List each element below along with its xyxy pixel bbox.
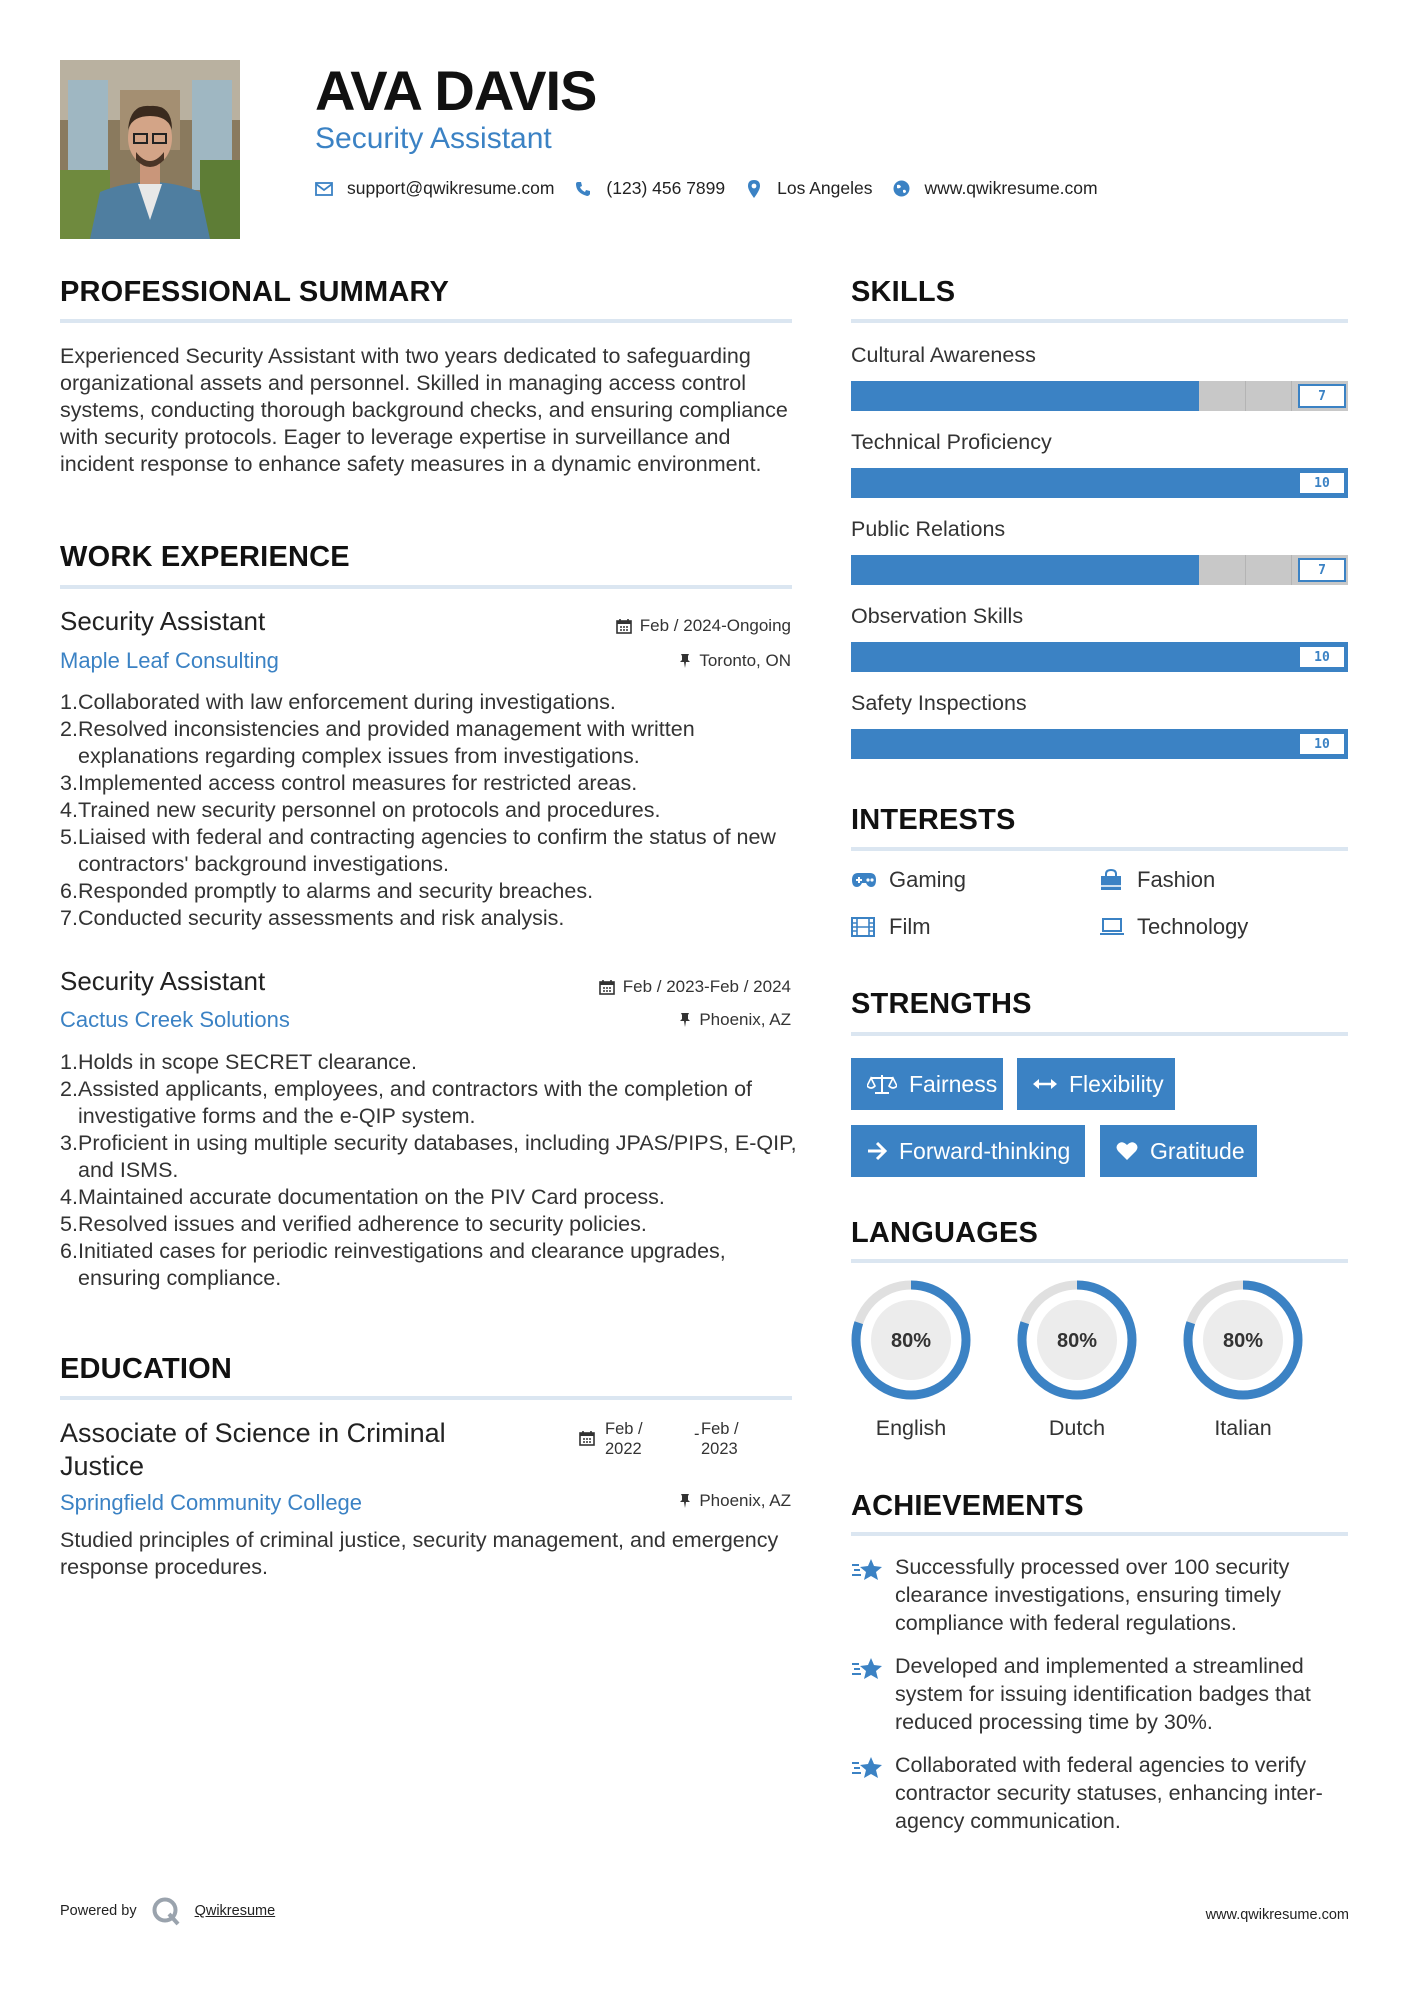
skill-bar [851,642,1348,672]
list-item: 5. Liaised with federal and contracting agencies to confirm the status of new contractors' background investigations. [60,825,776,876]
company-name[interactable]: Maple Leaf Consulting [60,648,279,673]
list-item: 2. Resolved inconsistencies and provided management with written explanations regarding complex issues from investigations. [60,717,695,768]
job-responsibilities [60,1049,800,1292]
language-item [1181,1278,1305,1441]
skill-bar [851,381,1348,411]
pin-icon [679,653,691,669]
languages-heading: LANGUAGES [851,1217,1039,1249]
skill-bar [851,729,1348,759]
interest-technology [1099,914,1248,940]
skill-value: 7 [1298,384,1346,408]
achievements-heading: ACHIEVEMENTS [851,1490,1084,1522]
calendar-icon [616,618,632,634]
strength-gratitude [1100,1125,1257,1177]
language-item [849,1278,973,1441]
website-text: www.qwikresume.com [924,178,1098,198]
education-start-date: Feb / 2022 [605,1420,643,1458]
phone-icon [574,180,592,198]
pin-icon [679,1012,691,1028]
strength-label: Gratitude [1150,1137,1245,1164]
shooting-star-icon [851,1553,895,1637]
skill-label: Observation Skills [851,604,1024,628]
interest-label: Fashion [1137,867,1216,892]
experience-heading: WORK EXPERIENCE [60,541,350,573]
candidate-name: AVA DAVIS [315,59,597,122]
film-icon [851,917,877,937]
list-item: 1. Collaborated with law enforcement during investigations. [60,690,616,714]
shooting-star-icon [851,1652,895,1736]
education-heading: EDUCATION [60,1353,233,1385]
achievements-divider [851,1532,1348,1536]
education-end-date: Feb / 2023 [701,1420,739,1458]
language-ring [1181,1278,1305,1402]
shooting-star-icon [851,1751,895,1835]
shopping-bag-icon [1099,869,1125,891]
interest-label: Film [889,914,931,939]
skill-segment-divider [1245,381,1246,411]
skill-value: 10 [1298,645,1346,669]
qwikresume-logo-icon [151,1896,181,1926]
list-item: 4. Maintained accurate documentation on the PIV Card process. [60,1185,665,1209]
job-date [616,616,791,636]
languages-divider [851,1259,1348,1263]
balance-scale-icon [867,1073,897,1095]
company-name[interactable]: Cactus Creek Solutions [60,1007,290,1032]
language-percent: 80% [1056,1330,1098,1352]
achievement-text: Successfully processed over 100 security clearance investigations, ensuring timely compliance with federal regulations. [895,1555,1290,1635]
contact-bar [315,178,1118,199]
contact-location [745,178,872,199]
degree-title: Associate of Science in Criminal Justice [60,1418,446,1481]
education-location [679,1491,791,1511]
job-location-text: Phoenix, AZ [699,1010,791,1029]
job-date-text: Feb / 2023-Feb / 2024 [622,977,791,996]
skill-label: Safety Inspections [851,691,1027,715]
heart-icon [1116,1141,1138,1161]
achievement-text: Collaborated with federal agencies to verify contractor security statuses, enhancing inter-agency communication. [895,1753,1323,1833]
list-item: 4. Trained new security personnel on protocols and procedures. [60,798,661,822]
calendar-icon [579,1430,595,1446]
contact-email[interactable] [315,178,554,199]
summary-divider [60,319,792,323]
arrow-right-icon [867,1141,887,1161]
job-title: Security Assistant [60,966,266,996]
school-name[interactable]: Springfield Community College [60,1490,363,1515]
language-name: Italian [1214,1416,1272,1440]
contact-website[interactable] [893,178,1098,199]
envelope-icon [315,180,333,198]
language-percent: 80% [890,1330,932,1352]
strength-label: Forward-thinking [899,1137,1071,1164]
language-name: Dutch [1048,1416,1106,1440]
footer-brand-link[interactable]: Qwikresume [194,1903,276,1919]
list-item: 1. Holds in scope SECRET clearance. [60,1050,417,1074]
education-location-text: Phoenix, AZ [699,1491,791,1510]
job-location-text: Toronto, ON [699,651,791,670]
contact-phone[interactable] [574,178,725,199]
skills-divider [851,319,1348,323]
strengths-divider [851,1032,1348,1036]
education-divider [60,1396,792,1400]
list-item: 6. Initiated cases for periodic reinvestigations and clearance upgrades, ensuring compliance. [60,1239,726,1290]
skill-bar [851,555,1348,585]
candidate-title: Security Assistant [315,122,552,155]
skill-fill [851,729,1348,759]
skill-segment-divider [1291,381,1292,411]
skill-segment-divider [1245,555,1246,585]
list-item: 5. Resolved issues and verified adherence to security policies. [60,1212,647,1236]
list-item: 3. Proficient in using multiple security databases, including JPAS/PIPS, E-QIP, and ISMS. [60,1131,797,1182]
strength-forward-thinking [851,1125,1085,1177]
language-ring [1015,1278,1139,1402]
language-percent: 80% [1222,1330,1264,1352]
language-item [1015,1278,1139,1441]
strength-label: Fairness [909,1070,998,1097]
education-description: Studied principles of criminal justice, security management, and emergency response procedures. [60,1528,779,1579]
skill-value: 10 [1298,732,1346,756]
skill-fill [851,468,1348,498]
strengths-heading: STRENGTHS [851,988,1032,1020]
strength-flexibility [1017,1058,1175,1110]
phone-text: (123) 456 7899 [606,178,726,198]
calendar-icon [599,979,615,995]
interest-gaming [851,867,966,893]
job-location [679,651,791,671]
skill-fill [851,555,1199,585]
map-marker-icon [745,180,763,198]
interest-label: Gaming [889,867,967,892]
achievement-item [851,1652,1351,1736]
skill-fill [851,642,1348,672]
list-item: 7. Conducted security assessments and risk analysis. [60,906,565,930]
powered-by-label: Powered by [60,1903,137,1919]
skills-heading: SKILLS [851,276,956,308]
achievement-item [851,1553,1351,1637]
skill-label: Cultural Awareness [851,343,1036,367]
interest-fashion [1099,867,1215,893]
skill-segment-divider [1291,555,1292,585]
job-responsibilities [60,689,800,932]
skill-value: 10 [1298,471,1346,495]
date-separator: - [694,1425,700,1443]
achievement-text: Developed and implemented a streamlined system for issuing identification badges that reduced processing time by 30%. [895,1654,1311,1734]
achievement-item [851,1751,1351,1835]
summary-text: Experienced Security Assistant with two years dedicated to safeguarding organizational assets and personnel. Skilled in managing access control systems, conducting thorough background checks, and ensuring compliance with security protocols. Eager to leverage expertise in surveillance and incident response to enhance safety measures in a dynamic environment. [60,344,788,476]
list-item: 6. Responded promptly to alarms and security breaches. [60,879,594,903]
skill-label: Public Relations [851,517,1006,541]
arrows-horizontal-icon [1033,1077,1057,1091]
strength-fairness [851,1058,1003,1110]
profile-photo [60,60,240,239]
laptop-icon [1099,918,1125,936]
globe-icon [893,180,911,198]
interest-label: Technology [1137,914,1249,939]
job-date [599,977,791,997]
experience-divider [60,585,792,589]
skill-label: Technical Proficiency [851,430,1052,454]
skill-bar [851,468,1348,498]
skill-fill [851,381,1199,411]
interests-divider [851,847,1348,851]
language-name: English [875,1416,947,1440]
job-title: Security Assistant [60,606,266,636]
strength-label: Flexibility [1069,1070,1164,1097]
list-item: 3. Implemented access control measures for restricted areas. [60,771,638,795]
language-ring [849,1278,973,1402]
interests-heading: INTERESTS [851,804,1016,836]
skill-value: 7 [1298,558,1346,582]
location-text: Los Angeles [777,178,873,198]
footer-powered-by [60,1896,275,1926]
job-location [679,1010,791,1030]
pin-icon [679,1493,691,1509]
gamepad-icon [851,872,877,888]
footer-website[interactable]: www.qwikresume.com [1205,1907,1349,1923]
email-text: support@qwikresume.com [347,178,555,198]
list-item: 2. Assisted applicants, employees, and contractors with the completion of investigative forms and the e-QIP system. [60,1077,753,1128]
summary-heading: PROFESSIONAL SUMMARY [60,276,450,308]
interest-film [851,914,931,940]
job-date-text: Feb / 2024-Ongoing [639,616,791,635]
